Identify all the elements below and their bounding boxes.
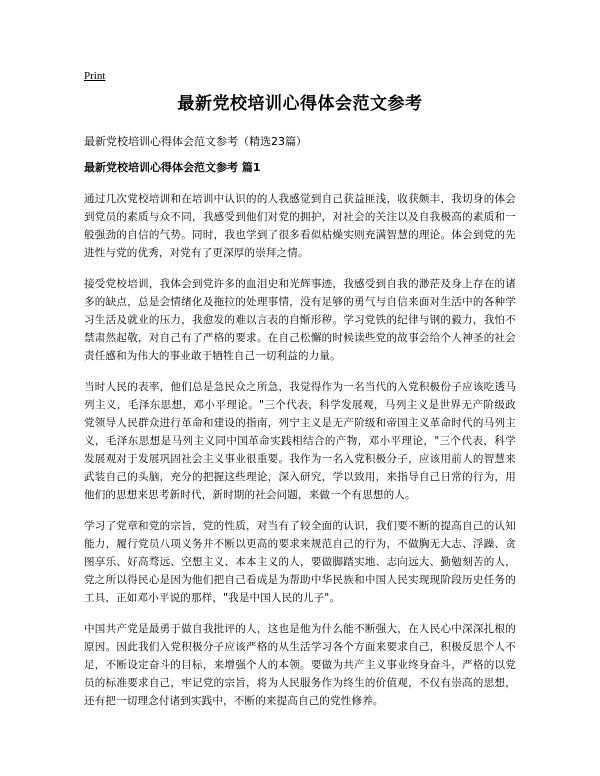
paragraph: 学习了党章和党的宗旨，党的性质，对当有了较全面的认识，我们要不断的提高自己的认知能力，履行党员八项义务并不断以更高的要求来规范自己的行为，不做胸无大志、浮躁、贪图享乐、好高骛远、空想主义、本本主义的人，要做脚踏实地、志向远大、勤勉刻苦的人，党之所以得民心是因为他们把自己看成是为帮助中华民族和中国人民实现现阶段历史任务的工具，正如邓小平说的那样，"我是中国人民的儿子"。 <box>84 520 516 604</box>
document-subtitle: 最新党校培训心得体会范文参考（精选23篇） <box>84 135 307 148</box>
print-link[interactable]: Print <box>84 70 106 82</box>
document-content <box>84 92 516 723</box>
page-title: 最新党校培训心得体会范文参考 <box>177 94 423 114</box>
paragraph: 中国共产党是最勇于做自我批评的人，这也是他为什么能不断强大，在人民心中深深扎根的原因。因此我们入党积极分子应该严格的从生活学习各个方面来要求自己，积极反思个人不足，不断设定奋斗的目标，来增强个人的本领。要做为共产主义事业终身奋斗，严格的以党员的标准要求自己，牢记党的宗旨，将为人民服务作为终生的价值观，不仅有崇高的思想，还有把一切理念付诸到实践中，不断的来提高自己的党性修养。 <box>84 623 516 707</box>
paragraph: 当时人民的表率，他们总是急民众之所急，我觉得作为一名当代的入党积极份子应该吃透马列主义，毛泽东思想，邓小平理论。"三个代表，科学发展观，马列主义是世界无产阶级政党领导人民群众进行革命和建设的指南，列宁主义是无产阶级和帝国主义革命时代的马列主义，毛泽东思想是马列主义同中国革命实践相结合的产物，邓小平理论，"三个代表，科学发展观对于发展巩固社会主义事业很重要。我作为一名入党积极分子，应该用前人的智慧来武装自己的头脑，充分的把握这些理论，深入研究，学以致用，来指导自己日常的行为，用他们的思想来思考新时代，新时期的社会问题，来做一个有思想的人。 <box>84 381 516 501</box>
section-heading: 最新党校培训心得体会范文参考 篇1 <box>84 161 261 174</box>
paragraph: 通过几次党校培训和在培训中认识的的人我感觉到自己获益匪浅，收获颇丰，我切身的体会到党员的素质与众不同，我感受到他们对党的拥护，对社会的关注以及自我极高的素质和一般强劲的自信的气势。同时，我也学到了很多看似枯燥实则充满智慧的理论。体会到党的先进性与党的优秀，对党有了更深厚的崇拜之情。 <box>84 193 516 259</box>
paragraph: 接受党校培训，我体会到党许多的血泪史和光辉事迹，我感受到自我的渺茫及身上存在的诸多的缺点，总是会情绪化及拖拉的处理事情，没有足够的勇气与自信来面对生活中的各种学习生活及就业的压力，我愈发的难以言表的自惭形秽。学习党铁的纪律与钢的毅力，我怕不禁肃然起敬，对自己有了严格的要求。在自己松懈的时候读些党的故事会给个人神圣的社会责任感和为伟大的事业敢于牺牲自己一切利益的力量。 <box>84 278 516 362</box>
